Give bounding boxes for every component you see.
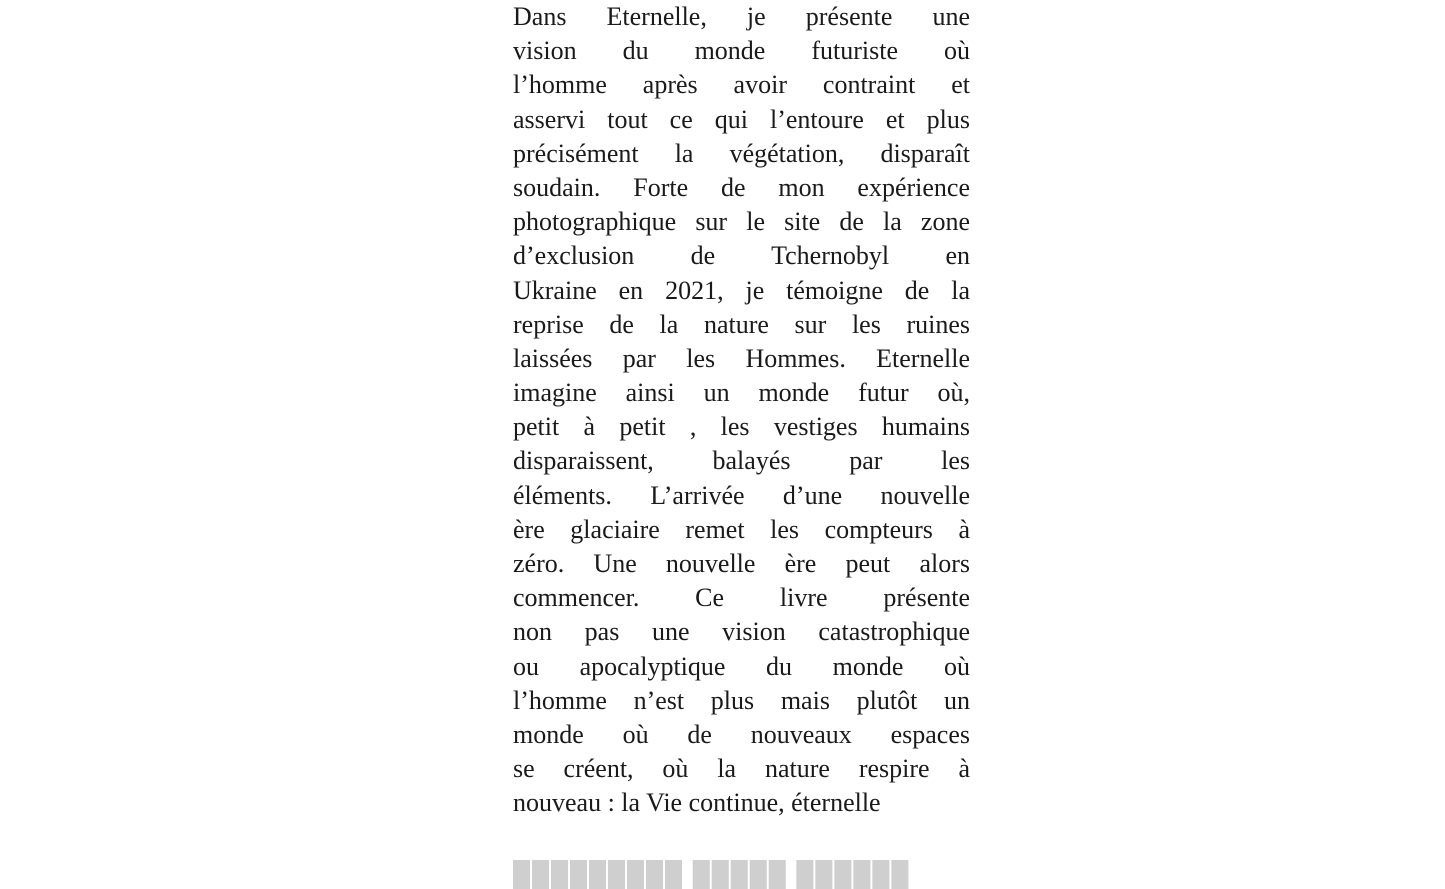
text-line: d’exclusion de Tchernobyl en — [513, 241, 970, 271]
text-line: vision du monde futuriste où — [513, 36, 970, 66]
text-line: commencer. Ce livre présente — [513, 583, 970, 613]
cut-off-heading — [513, 861, 970, 888]
text-line: monde où de nouveaux espaces — [513, 719, 970, 749]
text-line: photographique sur le site de la zone — [513, 207, 970, 237]
text-line: asservi tout ce qui l’entoure et plus — [513, 104, 970, 134]
text-line: laissées par les Hommes. Eternelle — [513, 343, 970, 373]
text-line: non pas une vision catastrophique — [513, 617, 970, 647]
text-line: reprise de la nature sur les ruines — [513, 309, 970, 339]
text-line: imagine ainsi un monde futur où, — [513, 378, 970, 408]
text-line: l’homme après avoir contraint et — [513, 70, 970, 100]
text-line: soudain. Forte de mon expérience — [513, 172, 970, 202]
text-column — [513, 0, 970, 821]
text-line: se créent, où la nature respire à — [513, 754, 970, 784]
text-line: Ukraine en 2021, je témoigne de la — [513, 275, 970, 305]
text-line-last: nouveau : la Vie continue, éternelle — [513, 788, 881, 818]
text-line: petit à petit , les vestiges humains — [513, 412, 970, 442]
text-line: ou apocalyptique du monde où — [513, 651, 970, 681]
text-line: éléments. L’arrivée d’une nouvelle — [513, 480, 970, 510]
text-line: Dans Eternelle, je présente une — [513, 2, 970, 31]
text-line: ère glaciaire remet les compteurs à — [513, 514, 970, 544]
cut-off-heading-text: █████████ █████ ██████ — [513, 861, 911, 888]
text-line: disparaissent, balayés par les — [513, 446, 970, 476]
text-line: précisément la végétation, disparaît — [513, 138, 970, 168]
text-line: zéro. Une nouvelle ère peut alors — [513, 549, 970, 578]
text-line: l’homme n’est plus mais plutôt un — [513, 685, 970, 715]
